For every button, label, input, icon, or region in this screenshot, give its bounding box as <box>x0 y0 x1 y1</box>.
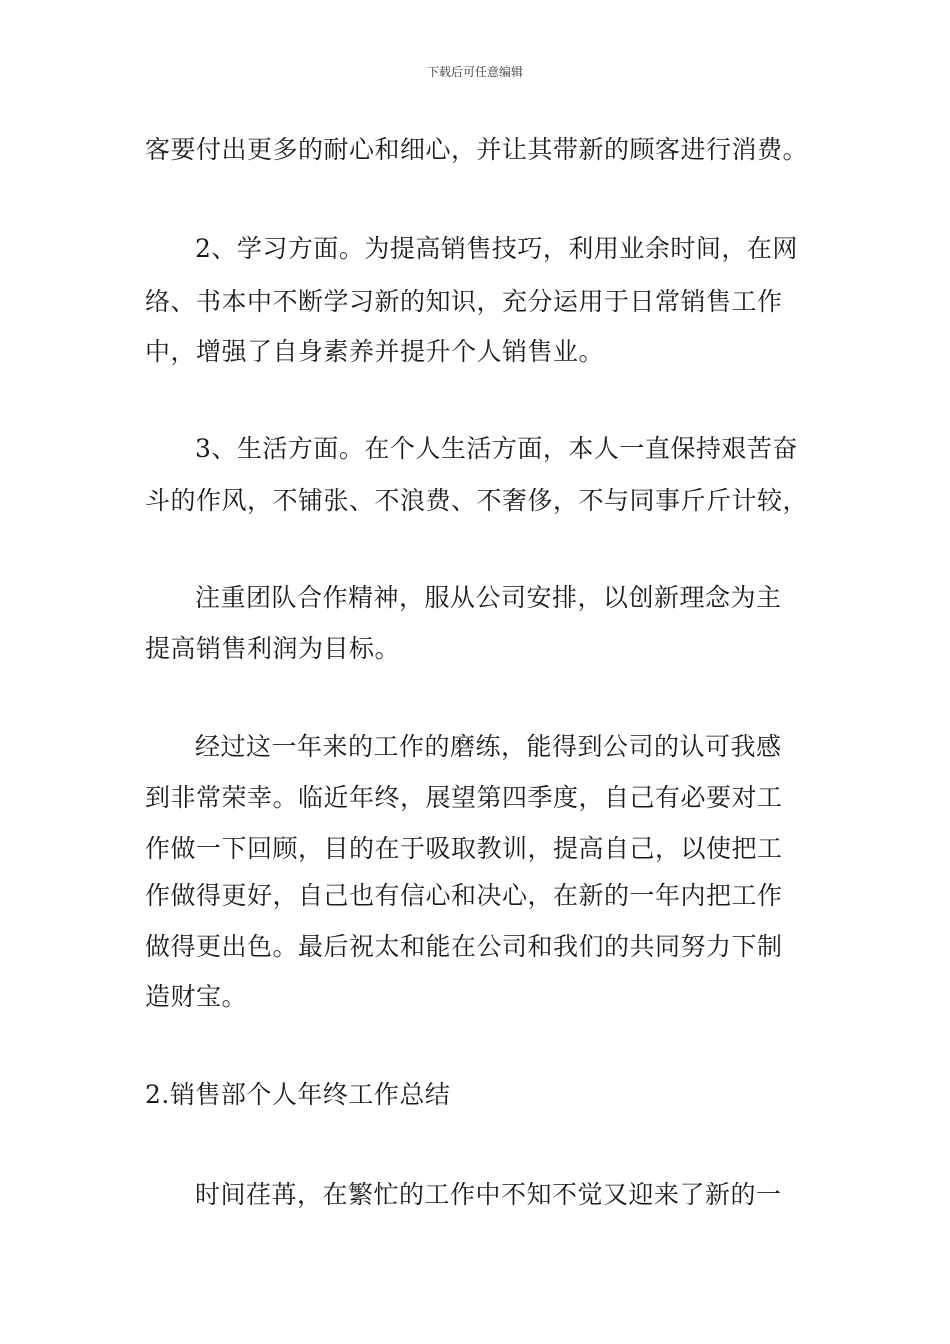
section-heading: 2.销售部个人年终工作总结 <box>145 1080 451 1109</box>
paragraph-line: 注重团队合作精神，服从公司安排，以创新理念为主 <box>195 583 782 612</box>
page-header: 下载后可任意编辑 <box>426 65 523 79</box>
paragraph-line: 客要付出更多的耐心和细心，并让其带新的顾客进行消费。 <box>145 135 809 164</box>
paragraph-line: 经过这一年来的工作的磨练，能得到公司的认可我感 <box>195 732 782 761</box>
paragraph-line: 做得更出色。最后祝太和能在公司和我们的共同努力下制 <box>145 932 783 961</box>
paragraph-line: 作做得更好，自己也有信心和决心，在新的一年内把工作 <box>145 881 783 910</box>
paragraph-line: 中，增强了自身素养并提升个人销售业。 <box>145 337 605 366</box>
paragraph-line: 时间荏苒，在繁忙的工作中不知不觉又迎来了新的一 <box>195 1180 782 1209</box>
paragraph-line: 作做一下回顾，目的在于吸取教训，提高自己，以使把工 <box>145 834 783 863</box>
paragraph-line: 络、书本中不断学习新的知识，充分运用于日常销售工作 <box>145 287 783 316</box>
paragraph-line: 提高销售利润为目标。 <box>145 634 401 663</box>
paragraph-line: 造财宝。 <box>145 982 248 1011</box>
paragraph-line: 2、学习方面。为提高销售技巧，利用业余时间，在网 <box>195 234 798 263</box>
paragraph-line: 到非常荣幸。临近年终，展望第四季度，自己有必要对工 <box>145 783 783 812</box>
paragraph-line: 斗的作风，不铺张、不浪费、不奢侈，不与同事斤斤计较， <box>145 486 809 515</box>
paragraph-line: 3、生活方面。在个人生活方面，本人一直保持艰苦奋 <box>195 434 798 463</box>
